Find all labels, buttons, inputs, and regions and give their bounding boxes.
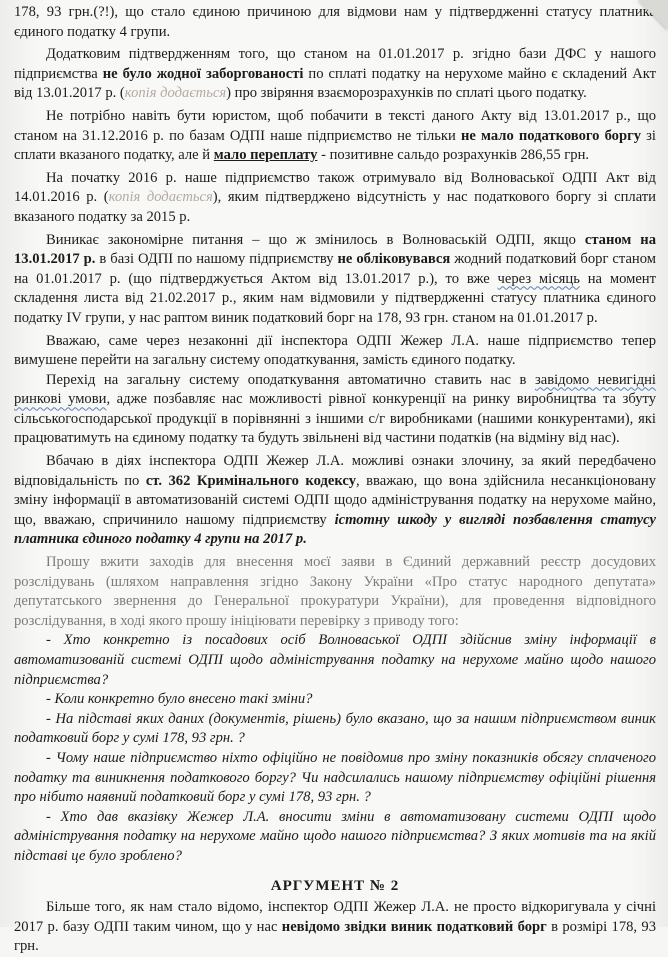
paragraph-6: Вважаю, саме через незаконні дії інспектора ОДПІ Жежер Л.А. наше підприємство тепер вимушене перейти на загальну систему оподаткування, замість єдиного податку.	[14, 332, 656, 369]
bold-phrase: не обліковувався	[337, 251, 451, 268]
copy-attached-note: копія додається	[124, 85, 227, 102]
amount-questioned: 178, 93 грн.(?!)	[14, 4, 115, 20]
question-3: - На підставі яких даних (документів, рішень) було вказано, що за нашим підприємством виник податковий борг у сумі 178, 93 грн. ?	[14, 710, 656, 747]
bold-phrase: не було жодної заборгованості	[102, 65, 304, 82]
paragraph-9: Прошу вжити заходів для внесення моєї заяви в Єдиний державний реєстр досудових розслідувань (шляхом направлення згідно Закону України «Про статус народного депутата» депутатського звернення до Генеральної прокуратури України), для проведення відповідного розслідування, в ході якого прошу ініціювати перевірку з приводу того:	[14, 554, 656, 629]
spellcheck-underline: завідомо невигідні ринкові умови	[14, 371, 656, 408]
bold-phrase: невідомо звідки виник податковий борг	[281, 918, 547, 935]
question-5: - Хто дав вказівку Жежер Л.А. вносити зміни в автоматизовану системи ОДПІ щодо адміністрування податку на нерухоме майно щодо нашого підприємства? З яких мотивів та на якій підставі це було зроблено?	[14, 808, 656, 864]
question-2: - Коли конкретно було внесено такі зміни?	[46, 691, 313, 708]
underlined-phrase: мало переплату	[213, 147, 318, 164]
question-4: - Чому наше підприємство ніхто офіційно не повідомив про зміну показників обсягу сплаченого податку та виникнення податкового боргу? Чи надсилались нашому підприємству офіційні рішення про нібито наявний податковий борг у сумі 178, 93 грн. ?	[14, 749, 656, 806]
bold-phrase: ст. 362 Кримінального кодексу	[145, 472, 357, 489]
paragraph-3: Не потрібно навіть бути юристом, щоб побачити в тексті даного Акту від 13.01.2017 р., що станом на 31.12.2016 р. по базам ОДПІ наше підприємство не тільки не мало податкового боргу зі сплати вказаного податку, але й мало переплату - позитивне сальдо розрахунків 286,55 грн.	[14, 107, 656, 164]
paragraph-2: Додатковим підтвердженням того, що станом на 01.01.2017 р. згідно бази ДФС у нашого підприємства не було жодної заборгованості по сплаті податку на нерухоме майно є складений Акт від 13.01.2017 р. (копія додається) про звіряння взаєморозрахунків по сплаті цього податку.	[14, 46, 657, 102]
spellcheck-underline: через місяць	[497, 270, 580, 287]
bold-phrase: не мало податкового боргу	[460, 127, 642, 144]
paragraph-7: Перехід на загальну систему оподаткування автоматично ставить нас в завідомо невигідні ринкові умови, адже позбавляє нас можливості рівної конкуренції на ринку виробництва та збуту сільськогосподарської продукції в порівнянні з іншими с/г виробниками (нашими конкурентами), які працюватимуть на єдиному податку та будуть звільнені від частини податків (на відміну від нас).	[14, 371, 656, 447]
paragraph-10: Більше того, як нам стало відомо, інспектор ОДПІ Жежер Л.А. не просто відкоригувала у січні 2017 р. базу ОДПІ таким чином, що у нас невідомо звідки виник податковий борг в розмірі 178, 93 грн.	[14, 899, 657, 955]
section-heading: АРГУМЕНТ № 2	[270, 877, 400, 894]
copy-attached-note: копія додається	[108, 189, 213, 206]
bold-phrase: станом на 13.01.2017 р.	[14, 231, 656, 268]
paragraph-8: Вбачаю в діях інспектора ОДПІ Жежер Л.А. можливі ознаки злочину, за який передбачено відповідальність по ст. 362 Кримінального кодексу, вважаю, що вона здійснила несанкціоновану зміну інформації в автоматизованій системі ОДПІ щодо адміністрування податку на нерухоме майно, що, вважаю, спричинило нашому підприємству істотну шкоду у вигляді позбавлення статусу платника єдиного податку 4 групи на 2017 р.	[14, 453, 657, 548]
paragraph-1: 178, 93 грн.(?!), що стало єдиною причиною для відмови нам у підтвердженні статусу платника єдиного податку 4 групи.	[14, 4, 656, 40]
bold-italic-phrase: істотну шкоду у вигляді позбавлення статусу платника єдиного податку 4 групи на 2017 р.	[14, 511, 656, 548]
question-1: - Хто конкретно із посадових осіб Волноваської ОДПІ здійснив зміну інформації в автоматизованій системі ОДПІ щодо адміністрування податку на нерухоме майно щодо нашого підприємства?	[14, 632, 656, 688]
paragraph-5: Виникає закономірне питання – що ж змінилось в Волноваській ОДПІ, якщо станом на 13.01.2017 р. в базі ОДПІ по нашому підприємству не обліковувався жодний податковий борг станом на 01.01.2017 р. (що підтверджується Актом від 13.01.2017 р.), то вже через місяць на момент складення листа від 21.02.2017 р., яким нам відмовили у підтвердженні статусу платника єдиного податку IV групи, у нас раптом виник податковий борг на 178, 93 грн. станом на 01.01.2017 р.	[14, 231, 656, 326]
page-corner-fold	[638, 0, 668, 30]
paragraph-4: На початку 2016 р. наше підприємство також отримувало від Волноваської ОДПІ Акт від 14.01.2016 р. (копія додається), яким підтверджено відсутність у нас податкового боргу зі сплати вказаного податку за 2015 р.	[14, 169, 656, 225]
